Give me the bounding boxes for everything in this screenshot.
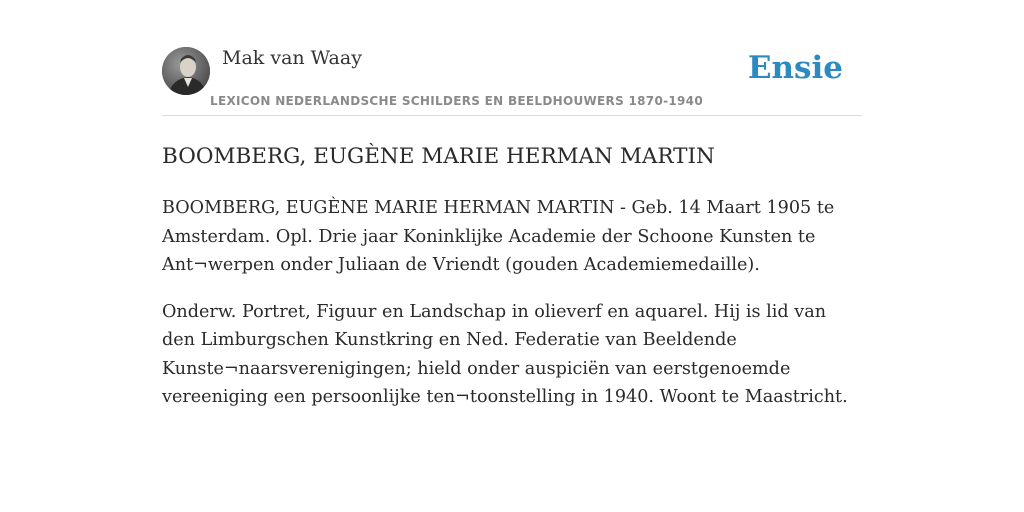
article-paragraph-1: BOOMBERG, EUGÈNE MARIE HERMAN MARTIN - Geb. 14 Maart 1905 te Amsterdam. Opl. Drie jaar Koninklijke Academie der Schoone Kunsten te Ant¬werpen onder Juliaan de Vriendt (gouden Academiemedaille).	[162, 198, 835, 275]
article-paragraph-2: Onderw. Portret, Figuur en Landschap in olieverf en aquarel. Hij is lid van den Limburgschen Kunstkring en Ned. Federatie van Beeldende Kunste¬naarsverenigingen; hield onder auspiciën van eerstgenoemde vereeniging een persoonlijke ten¬toonstelling in 1940. Woont te Maastricht.	[162, 301, 848, 407]
page-header	[162, 46, 862, 116]
portrait-image	[162, 47, 210, 95]
article-title: BOOMBERG, EUGÈNE MARIE HERMAN MARTIN	[162, 144, 715, 169]
source-title[interactable]: LEXICON NEDERLANDSCHE SCHILDERS EN BEELDHOUWERS 1870-1940	[210, 94, 703, 108]
author-name[interactable]: Mak van Waay	[222, 47, 362, 69]
page-container	[162, 46, 862, 412]
ensie-logo[interactable]: Ensie	[747, 50, 843, 86]
author-avatar[interactable]	[162, 47, 210, 95]
